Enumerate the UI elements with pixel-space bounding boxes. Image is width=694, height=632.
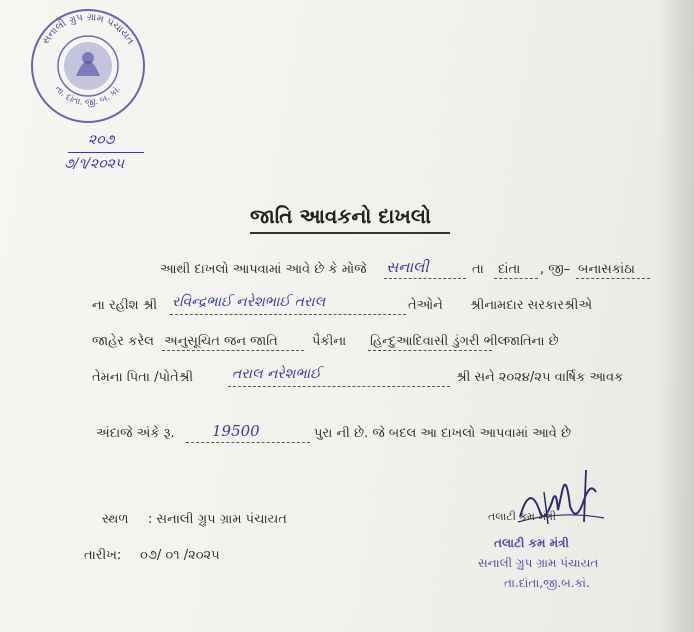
line5-prefix: અંદાજે અંકે રૂ. — [96, 426, 175, 441]
signatory-title: તલાટી કમ મંત્રી — [494, 536, 569, 550]
signatory-office: સનાલી ગ્રુપ ગ્રામ પંચાયત — [478, 556, 599, 570]
category-underline — [162, 350, 304, 351]
title-underline — [250, 232, 450, 234]
certificate-title: જાતિ આવકનો દાખલો — [250, 204, 431, 228]
amount-underline — [186, 442, 310, 443]
taluka-name: દાંતા — [498, 262, 521, 277]
line3-mid: પૈકીના — [312, 334, 347, 349]
category-name: અનુસૂચિત જન જાતિ — [164, 334, 278, 349]
income-amount: 19500 — [212, 422, 260, 440]
svg-text:સનાલી ગ્રુપ ગ્રામ પંચાયત — [40, 12, 136, 47]
father-underline — [228, 386, 450, 387]
taluka-underline — [494, 278, 538, 279]
village-name: સનાલી — [386, 258, 429, 276]
line1-prefix: આથી દાખલો આપવામાં આવે છે કે મોજે — [160, 262, 367, 277]
resident-underline — [170, 314, 406, 315]
signatory-top-label: તલાટી કમ મંત્રી — [488, 510, 557, 523]
line2-suffix: તેઓને — [408, 298, 443, 313]
outward-number: ૨૦૭ — [88, 132, 115, 148]
outward-divider — [68, 152, 144, 153]
caste-name: હિન્દુઆદિવાસી ડુંગરી ભીલ — [370, 334, 508, 349]
line5-suffix: પુરા ની છે. જે બદલ આ દાખલો આપવામાં આવે છે — [314, 426, 572, 441]
father-name: તરાલ નરેશભાઈ — [232, 366, 321, 382]
date-value: ૦૭/ ૦૧ /૨૦૨૫ — [140, 548, 220, 563]
district-name: બનાસકાંઠા — [578, 262, 635, 277]
signatory-address: તા.દાંતા,જી.બ.કાં. — [504, 576, 590, 590]
page-shadow — [658, 0, 694, 632]
line4-suffix: શ્રી સને ૨૦૨૪/૨૫ વાર્ષિક આવક — [456, 370, 624, 385]
line4-prefix: તેમના પિતા /પોતેશ્રી — [92, 370, 194, 385]
line3-suffix: જાતિના છે — [504, 334, 559, 349]
stamp-text: સનાલી ગ્રુપ ગ્રામ પંચાયત — [40, 11, 136, 47]
line2-prefix: ના રહીશ શ્રી — [92, 298, 158, 313]
resident-name: રવિન્દ્રભાઈ નરેશભાઈ તરાલ — [172, 294, 326, 310]
outward-date: ૭/૧/૨૦૨૫ — [64, 156, 125, 172]
stamp-bottom-text: તા. દાંતા. જી. બ. કાં. — [52, 84, 124, 109]
line3-prefix: જાહેર કરેલ — [92, 334, 154, 349]
village-underline — [384, 278, 466, 279]
caste-underline — [368, 350, 492, 351]
line1-ta-label: તા — [472, 262, 484, 277]
place-label: સ્થળ — [102, 512, 129, 527]
line1-ji-label: , જી– — [540, 262, 571, 277]
place-value: : સનાલી ગ્રુપ ગ્રામ પંચાયત — [148, 512, 287, 527]
district-underline — [576, 278, 650, 279]
date-label: તારીખ: — [84, 548, 122, 563]
handwritten-signature — [500, 462, 610, 542]
line2-authority: શ્રીનામદાર સરકારશ્રીએ — [470, 298, 593, 313]
panchayat-stamp — [28, 6, 148, 126]
